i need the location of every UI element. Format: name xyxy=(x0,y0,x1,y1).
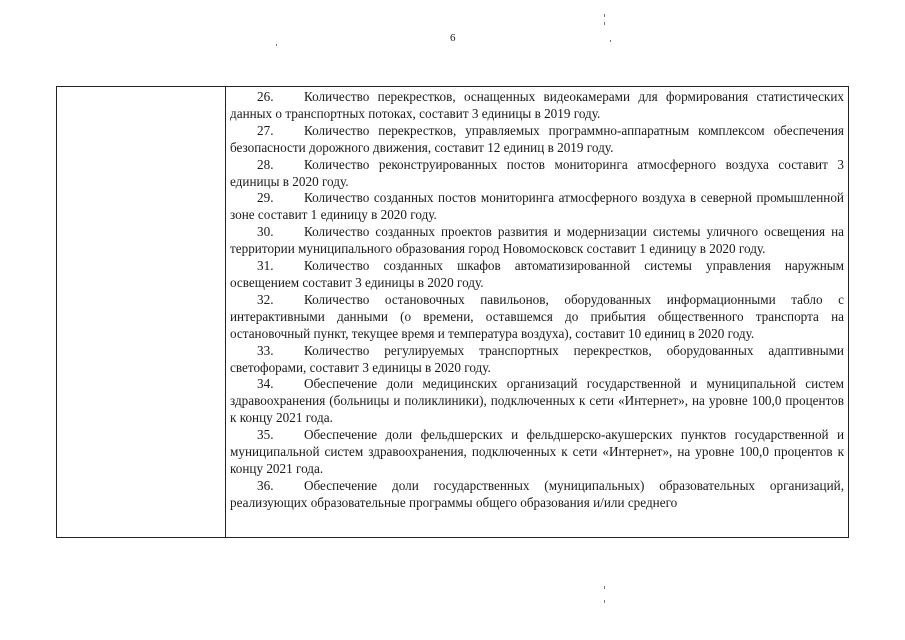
list-item xyxy=(230,376,844,427)
scan-speck xyxy=(276,44,277,46)
list-item xyxy=(230,190,844,224)
list-item xyxy=(230,258,844,292)
scan-speck xyxy=(604,14,605,17)
table-right-cell xyxy=(226,87,848,537)
item-text: Обеспечение доли государственных (муниципальных) образовательных организаций, реализующих образовательные программы общего образования и/или среднего xyxy=(230,477,844,510)
item-text: Количество перекрестков, управляемых программно-аппаратным комплексом обеспечения безопасности дорожного движения, составит 12 единиц в 2019 году. xyxy=(230,122,844,155)
scan-speck xyxy=(604,586,605,589)
item-text: Обеспечение доли фельдшерских и фельдшерско-акушерских пунктов государственной и муниципальной систем здравоохранения, подключенных к сети «Интернет», на уровне 100,0 процентов к концу 2021 года. xyxy=(230,427,844,476)
item-text: Количество созданных проектов развития и модернизации системы уличного освещения на территории муниципального образования город Новомосковск составит 1 единицу в 2020 году. xyxy=(230,224,844,257)
list-item xyxy=(230,224,844,258)
list-item xyxy=(230,123,844,157)
scan-speck xyxy=(610,40,611,42)
item-text: Количество остановочных павильонов, оборудованных информационными табло с интерактивными данными (о времени, оставшемся до прибытия общественного транспорта на остановочный пункт, текущее время и температура воздуха), составит 10 единиц в 2020 году. xyxy=(230,291,844,341)
item-text: Количество регулируемых транспортных перекрестков, оборудованных адаптивными светофорами, составит 3 единицы в 2020 году. xyxy=(230,342,844,375)
list-item xyxy=(230,89,844,123)
item-number: 34. xyxy=(257,376,274,392)
item-number: 29. xyxy=(257,190,274,206)
scan-speck xyxy=(604,600,605,603)
item-number: 32. xyxy=(257,291,274,307)
list-item xyxy=(230,292,844,343)
item-number: 28. xyxy=(257,156,274,172)
item-number: 35. xyxy=(257,427,274,443)
item-text: Количество созданных постов мониторинга атмосферного воздуха в северной промышленной зоне составит 1 единицу в 2020 году. xyxy=(230,190,844,223)
list-item xyxy=(230,343,844,377)
item-number: 30. xyxy=(257,224,274,240)
item-text: Количество реконструированных постов мониторинга атмосферного воздуха составит 3 единицы в 2020 году. xyxy=(230,156,844,189)
item-number: 36. xyxy=(257,477,274,493)
document-table xyxy=(56,86,849,538)
item-number: 26. xyxy=(257,89,274,104)
list-item xyxy=(230,478,844,512)
item-text: Обеспечение доли медицинских организаций государственной и муниципальной систем здравоохранения (больницы и поликлиники), подключенных к сети «Интернет», на уровне 100,0 процентов к концу 2021 года. xyxy=(230,376,844,426)
item-number: 33. xyxy=(257,342,274,358)
list-item xyxy=(230,157,844,191)
item-number: 27. xyxy=(257,122,274,138)
item-text: Количество созданных шкафов автоматизированной системы управления наружным освещением составит 3 единицы в 2020 году. xyxy=(230,258,844,290)
item-number: 31. xyxy=(257,258,274,274)
item-text: Количество перекрестков, оснащенных видеокамерами для формирования статистических данных о транспортных потоках, составит 3 единицы в 2019 году. xyxy=(230,89,844,121)
page-number: 6 xyxy=(450,32,456,44)
scan-speck xyxy=(604,22,605,25)
list-item xyxy=(230,427,844,478)
table-left-cell xyxy=(57,87,226,537)
